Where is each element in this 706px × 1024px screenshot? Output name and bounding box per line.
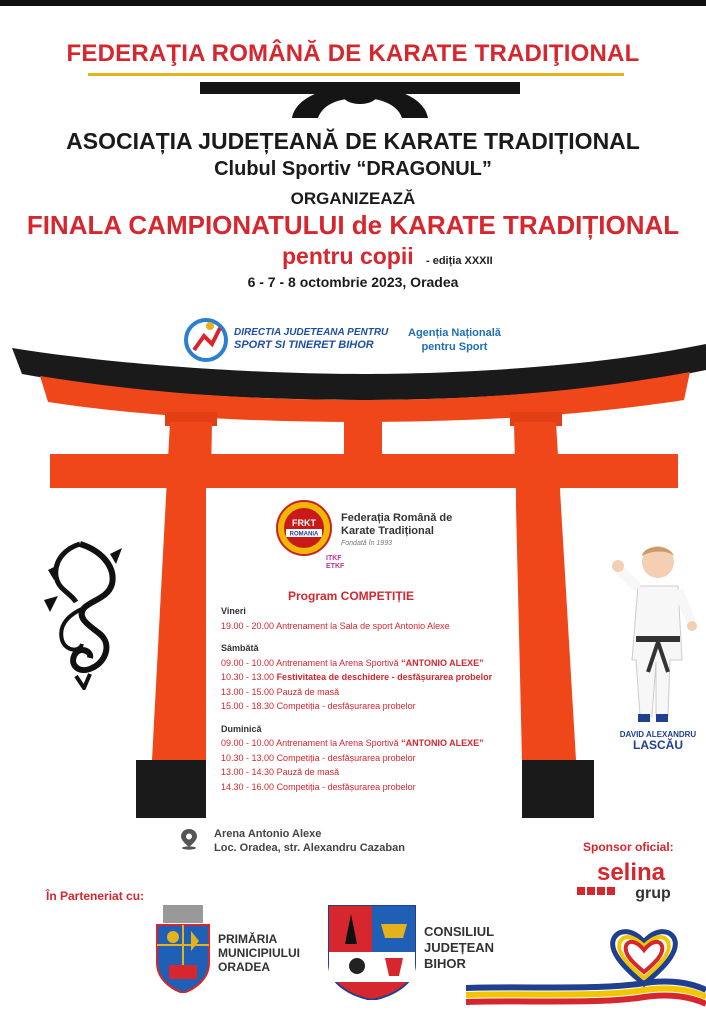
edition-label: - ediția XXXII [426, 255, 493, 267]
program-item-text: Competiția - desfășurarea probelor [276, 701, 416, 711]
program-item-time: 10.30 - 13.00 [221, 752, 275, 763]
venue-street: Loc. Oradea, str. Alexandru Cazaban [214, 842, 405, 854]
program-item-time: 13.00 - 15.00 [221, 686, 275, 697]
association-name: ASOCIAȚIA JUDEȚEANĂ DE KARATE TRADIȚIONAL [66, 128, 640, 154]
program-item [221, 751, 492, 766]
program-item [221, 780, 492, 795]
ans-line2: pentru Sport [421, 341, 488, 353]
program-day: Sâmbătă [221, 643, 259, 653]
top-border [0, 0, 706, 6]
frkt-founded: Fondată în 1993 [341, 540, 392, 547]
karate-belt-icon [200, 80, 520, 120]
partnership-label: În Parteneriat cu: [46, 889, 145, 903]
primaria-line1: PRIMĂRIA [218, 932, 278, 946]
itkf-line2: ETKF [326, 563, 345, 570]
program-item-strong: Festivitatea de deschidere - desfășurarea probelor [276, 672, 493, 682]
selina-logo-icon [573, 858, 689, 902]
program-item-strong: “ANTONIO ALEXE” [401, 657, 484, 668]
itkf-line1: ITKF [326, 555, 342, 562]
program-item-strong: “ANTONIO ALEXE” [401, 738, 484, 748]
sponsor-label: Sponsor oficial: [583, 840, 674, 854]
program-item [221, 685, 492, 700]
djst-label [234, 326, 388, 352]
program-item-text: Antrenament la Arena Sportivă [276, 738, 402, 748]
program-day: Vineri [221, 606, 246, 616]
ans-label [408, 326, 501, 354]
romania-heart-icon [462, 926, 706, 1008]
selina-brand-top: selina [596, 859, 666, 886]
frkt-name-line2: Karate Tradițional [341, 525, 434, 537]
djst-line1: DIRECTIA JUDETEANA PENTRU [234, 327, 389, 338]
program-item [221, 670, 492, 685]
event-title: FINALA CAMPIONATULUI de KARATE TRADIȚIONAL [26, 210, 680, 240]
bihor-crest-icon [327, 904, 417, 1000]
federation-title: FEDERAŢIA ROMÂNĂ DE KARATE TRADIŢIONAL [66, 40, 640, 67]
program-item-time: 15.00 - 18.30 [221, 701, 275, 711]
program-item-time: 13.00 - 14.30 [221, 767, 275, 777]
athlete-first-names: DAVID ALEXANDRU [619, 730, 697, 739]
athlete-name [611, 730, 705, 750]
program-item [221, 765, 492, 780]
dragon-icon [40, 540, 124, 690]
frkt-badge-country: ROMANIA [289, 531, 319, 538]
program-item-text: Antrenament la Arena Sportivă [276, 657, 402, 668]
program-item-time: 14.30 - 16.00 [221, 781, 275, 792]
program-item-text: Competiția - desfășurarea probelor [276, 781, 416, 792]
oradea-crest-icon [155, 905, 211, 993]
program-item-time: 09.00 - 10.00 [221, 657, 275, 668]
primaria-label [218, 932, 300, 974]
program-item-text: Pauză de masă [276, 686, 340, 697]
venue-address [214, 827, 405, 855]
program-gap [221, 714, 492, 722]
primaria-line3: ORADEA [218, 960, 271, 974]
title-underline [88, 73, 624, 76]
event-dates: 6 - 7 - 8 octombrie 2023, Oradea [247, 274, 459, 290]
program-item [221, 656, 492, 671]
selina-brand-bottom: grup [635, 885, 671, 902]
program-item-text: Antrenament la Sala de sport Antonio Alexe [276, 620, 450, 631]
ans-line1: Agenția Națională [408, 327, 501, 339]
program-item-text: Pauză de masă [276, 767, 340, 777]
program-schedule [221, 604, 492, 794]
program-item [221, 736, 492, 751]
consiliul-line2: JUDEȚEAN [424, 940, 495, 955]
djst-logo-icon [182, 316, 230, 364]
program-item-time: 09.00 - 10.00 [221, 738, 275, 748]
event-subtitle: pentru copii [282, 243, 414, 269]
program-title: Program COMPETIȚIE [288, 589, 415, 603]
frkt-badge-icon [276, 500, 332, 556]
program-item [221, 699, 492, 714]
program-gap [221, 633, 492, 641]
program-day: Duminică [221, 723, 262, 734]
djst-line2: SPORT SI TINERET BIHOR [234, 339, 374, 351]
program-item-time: 10.30 - 13.00 [221, 672, 275, 682]
program-item [221, 619, 492, 634]
itkf-logo [326, 555, 344, 571]
consiliul-line1: CONSILIUL [424, 924, 495, 939]
program-item-text: Competiția - desfășurarea probelor [276, 752, 416, 763]
athlete-last-name: LASCĂU [633, 738, 683, 752]
athlete-photo [612, 540, 700, 728]
venue-name: Arena Antonio Alexe [214, 828, 322, 840]
frkt-badge-text: FRKT [292, 518, 316, 528]
primaria-line2: MUNICIPIULUI [218, 946, 300, 960]
club-name: Clubul Sportiv “DRAGONUL” [214, 158, 492, 180]
consiliul-line3: BIHOR [424, 956, 466, 971]
location-pin-icon [179, 828, 199, 850]
frkt-name-line1: Federația Română de [341, 512, 453, 524]
organizes-text: ORGANIZEAZĂ [290, 189, 416, 208]
frkt-name [341, 512, 452, 538]
program-item-time: 19.00 - 20.00 [221, 620, 275, 631]
